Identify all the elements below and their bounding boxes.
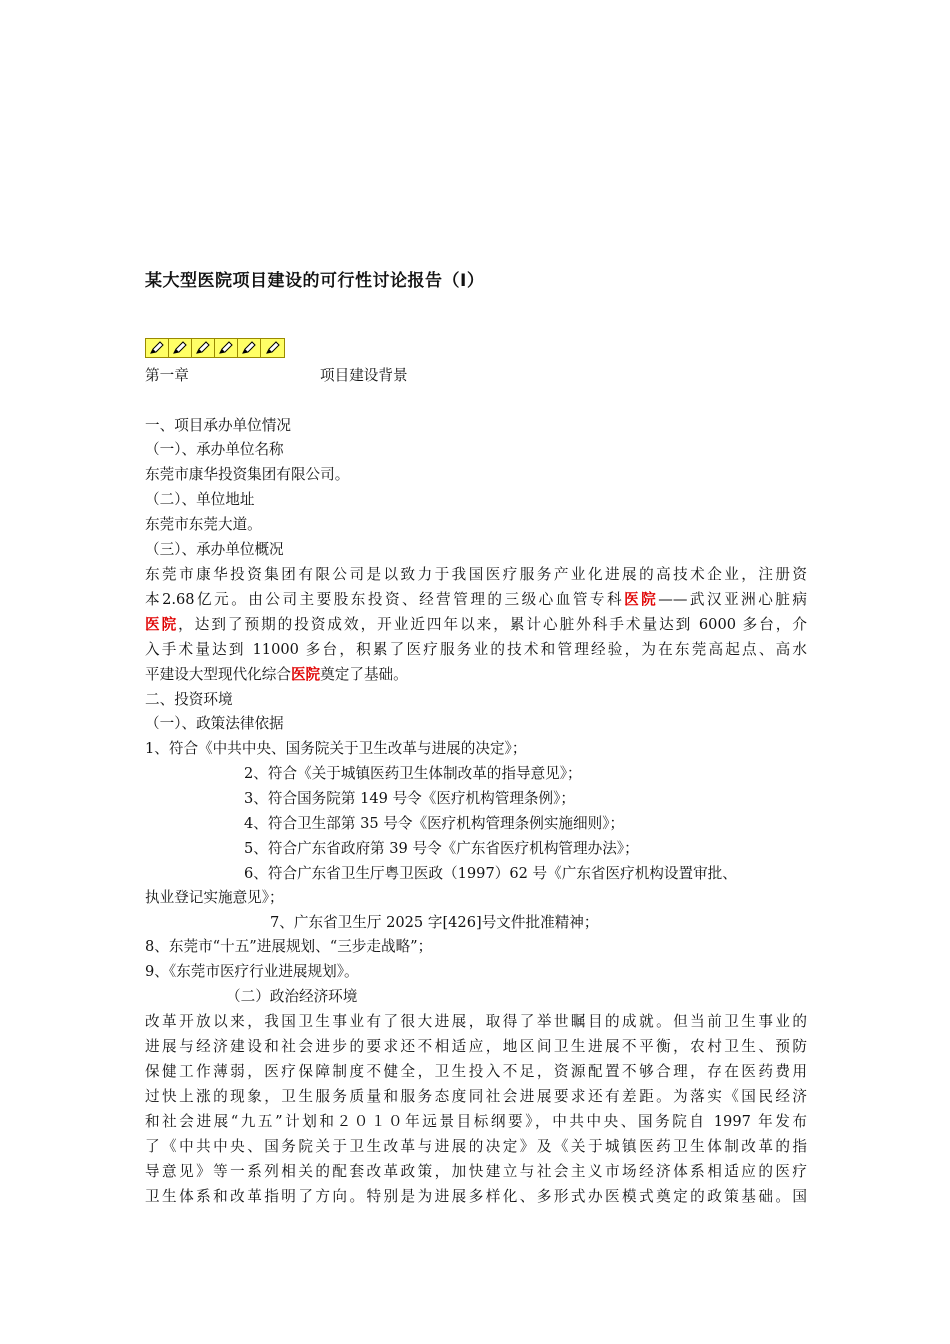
list-item: 3、符合国务院第 149 号令《医疗机构管理条例》； <box>244 790 575 807</box>
subsection-heading: （一）、政策法律依据 <box>145 715 284 732</box>
chapter-name: 项目建设背景 <box>320 367 408 384</box>
highlight-hospital: 医院 <box>624 591 659 608</box>
paragraph-line: 保健工作薄弱，医疗保障制度不健全，卫生投入不足，资源配置不够合理，存在医药费用 <box>145 1063 807 1080</box>
subsection-heading: （二）、单位地址 <box>145 491 255 508</box>
list-item: 2、符合《关于城镇医药卫生体制改革的指导意见》； <box>244 765 582 782</box>
pencil-icon <box>169 339 192 357</box>
list-item: 9、《东莞市医疗行业进展规划》。 <box>145 963 359 980</box>
paragraph-line: 过快上涨的现象，卫生服务质量和服务态度同社会进展要求还有差距。为落实《国民经济 <box>145 1088 807 1105</box>
document-title: 某大型医院项目建设的可行性讨论报告（I） <box>145 271 485 291</box>
pencil-icon <box>238 339 261 357</box>
pencil-icon <box>146 339 169 357</box>
subsection-heading: （二）政治经济环境 <box>226 988 358 1005</box>
company-name: 东莞市康华投资集团有限公司。 <box>145 466 350 483</box>
text-run: ——武汉亚洲心脏病 <box>658 591 807 608</box>
paragraph-line <box>145 590 807 610</box>
list-item: 4、符合卫生部第 35 号令《医疗机构管理条例实施细则》； <box>244 815 625 832</box>
icon-strip <box>145 338 285 358</box>
pencil-icon <box>215 339 238 357</box>
highlight-hospital: 医院 <box>145 616 179 633</box>
chapter-number: 第一章 <box>145 367 189 384</box>
paragraph-line: 卫生体系和改革指明了方向。特别是为进展多样化、多形式办医模式奠定的政策基础。国 <box>145 1188 807 1205</box>
paragraph-line: 和社会进展“九五”计划和２０１０年远景目标纲要》，中共中央、国务院自 1997 年发布 <box>145 1113 807 1130</box>
text-run: ，达到了预期的投资成效，开业近四年以来，累计心脏外科手术量达到 6000 多台，介 <box>178 616 807 633</box>
list-item: 1、符合《中共中央、国务院关于卫生改革与进展的决定》； <box>145 740 527 757</box>
section-heading: 二、投资环境 <box>145 691 233 708</box>
paragraph-line <box>145 665 408 685</box>
list-item: 7、广东省卫生厅 2025 字[426]号文件批准精神； <box>270 914 599 931</box>
text-run: 奠定了基础。 <box>320 666 408 683</box>
paragraph-line: 了《中共中央、国务院关于卫生改革与进展的决定》及《关于城镇医药卫生体制改革的指 <box>145 1138 807 1155</box>
highlight-hospital: 医院 <box>290 666 321 683</box>
list-item-continuation: 执业登记实施意见》； <box>145 889 284 906</box>
pencil-icon <box>192 339 215 357</box>
paragraph-line: 进展与经济建设和社会进步的要求还不相适应，地区间卫生进展不平衡，农村卫生、预防 <box>145 1038 807 1055</box>
company-address: 东莞市东莞大道。 <box>145 516 262 533</box>
subsection-heading: （一）、承办单位名称 <box>145 441 284 458</box>
text-run: 平建设大型现代化综合 <box>145 666 291 683</box>
paragraph-line: 入手术量达到 11000 多台，积累了医疗服务业的技术和管理经验，为在东莞高起点、高水 <box>145 641 807 658</box>
pencil-icon <box>261 339 284 357</box>
paragraph-line <box>145 615 807 635</box>
list-item: 5、符合广东省政府第 39 号令《广东省医疗机构管理办法》； <box>244 840 639 857</box>
paragraph-line: 导意见》等一系列相关的配套改革政策，加快建立与社会主义市场经济体系相适应的医疗 <box>145 1163 807 1180</box>
list-item: 8、东莞市“十五”进展规划、“三步走战略”； <box>145 938 433 955</box>
subsection-heading: （三）、承办单位概况 <box>145 541 284 558</box>
paragraph-line: 改革开放以来，我国卫生事业有了很大进展，取得了举世瞩目的成就。但当前卫生事业的 <box>145 1013 807 1030</box>
list-item: 6、符合广东省卫生厅粤卫医政（1997）62 号《广东省医疗机构设置审批、 <box>244 865 737 882</box>
paragraph-line: 东莞市康华投资集团有限公司是以致力于我国医疗服务产业化进展的高技术企业，注册资 <box>145 566 807 583</box>
text-run: 本2.68亿元。由公司主要股东投资、经营管理的三级心血管专科 <box>145 591 625 608</box>
section-heading: 一、项目承办单位情况 <box>145 417 291 434</box>
